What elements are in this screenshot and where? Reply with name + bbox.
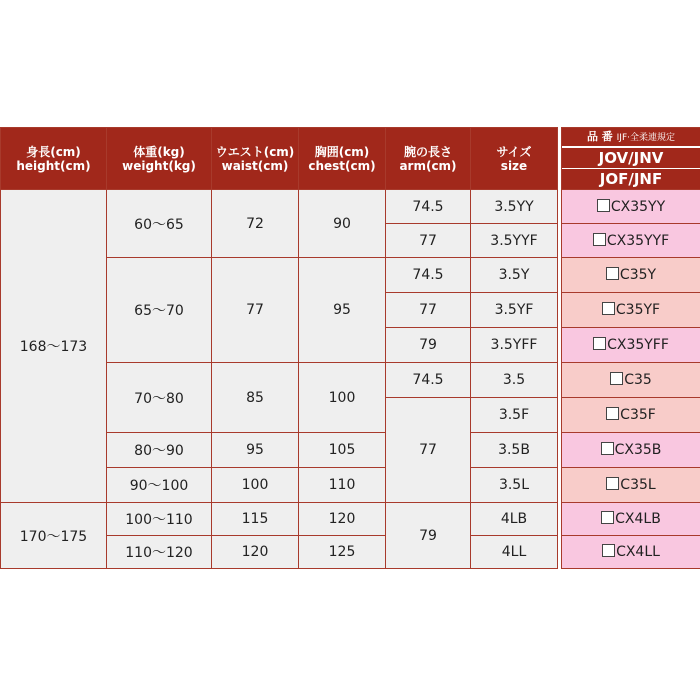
chest-cell: 105 [299, 433, 386, 468]
size-cell: 4LL [471, 536, 558, 569]
checkbox-icon [610, 372, 623, 385]
arm-cell: 74.5 [386, 363, 471, 398]
waist-cell: 100 [212, 468, 299, 503]
height-cell: 168〜173 [1, 190, 107, 503]
weight-cell: 110〜120 [107, 536, 212, 569]
header-weight: 体重(kg) weight(kg) [107, 128, 212, 190]
arm-cell: 74.5 [386, 258, 471, 293]
chest-cell: 120 [299, 503, 386, 536]
chest-cell: 95 [299, 258, 386, 363]
checkbox-icon [606, 477, 619, 490]
size-cell: 4LB [471, 503, 558, 536]
checkbox-icon [606, 407, 619, 420]
header-row [1, 128, 700, 190]
header-chest: 胸囲(cm) chest(cm) [299, 128, 386, 190]
weight-cell: 60〜65 [107, 190, 212, 258]
product-code-cell: C35Y [562, 258, 700, 293]
chest-cell: 125 [299, 536, 386, 569]
weight-cell: 90〜100 [107, 468, 212, 503]
size-chart [0, 127, 700, 573]
waist-cell: 77 [212, 258, 299, 363]
chest-cell: 90 [299, 190, 386, 258]
checkbox-icon [601, 442, 614, 455]
checkbox-icon [593, 337, 606, 350]
header-arm: 腕の長さ arm(cm) [386, 128, 471, 190]
size-cell: 3.5Y [471, 258, 558, 293]
table-row [1, 190, 700, 224]
size-cell: 3.5YFF [471, 328, 558, 363]
product-code-cell: CX35YY [562, 190, 700, 224]
weight-cell: 65〜70 [107, 258, 212, 363]
product-code-cell: CX4LB [562, 503, 700, 536]
series-jov-jnv: JOV/JNV [562, 147, 700, 168]
chest-cell: 110 [299, 468, 386, 503]
arm-cell: 74.5 [386, 190, 471, 224]
checkbox-icon [597, 199, 610, 212]
arm-cell: 77 [386, 398, 471, 503]
product-code-cell: CX4LL [562, 536, 700, 569]
series-jof-jnf: JOF/JNF [562, 168, 700, 189]
header-waist: ウエスト(cm) waist(cm) [212, 128, 299, 190]
header-size: サイズ size [471, 128, 558, 190]
size-cell: 3.5YF [471, 293, 558, 328]
waist-cell: 72 [212, 190, 299, 258]
arm-cell: 77 [386, 224, 471, 258]
header-product [562, 128, 700, 190]
checkbox-icon [606, 267, 619, 280]
size-cell: 3.5B [471, 433, 558, 468]
waist-cell: 95 [212, 433, 299, 468]
weight-cell: 70〜80 [107, 363, 212, 433]
size-cell: 3.5F [471, 398, 558, 433]
size-cell: 3.5YY [471, 190, 558, 224]
checkbox-icon [602, 544, 615, 557]
arm-cell: 79 [386, 328, 471, 363]
waist-cell: 85 [212, 363, 299, 433]
chest-cell: 100 [299, 363, 386, 433]
arm-cell: 77 [386, 293, 471, 328]
weight-cell: 100〜110 [107, 503, 212, 536]
size-table [0, 127, 700, 569]
size-cell: 3.5 [471, 363, 558, 398]
checkbox-icon [601, 511, 614, 524]
product-code-cell: CX35YFF [562, 328, 700, 363]
waist-cell: 115 [212, 503, 299, 536]
product-code-cell: CX35YYF [562, 224, 700, 258]
waist-cell: 120 [212, 536, 299, 569]
weight-cell: 80〜90 [107, 433, 212, 468]
table-row [1, 503, 700, 536]
checkbox-icon [593, 233, 606, 246]
product-code-cell: C35L [562, 468, 700, 503]
product-code-cell: C35F [562, 398, 700, 433]
product-code-cell: C35YF [562, 293, 700, 328]
arm-cell: 79 [386, 503, 471, 569]
height-cell: 170〜175 [1, 503, 107, 569]
checkbox-icon [602, 302, 615, 315]
product-code-cell: CX35B [562, 433, 700, 468]
size-cell: 3.5L [471, 468, 558, 503]
header-height: 身長(cm) height(cm) [1, 128, 107, 190]
product-caption: 品 番 IJF·全柔連規定 [562, 128, 700, 147]
product-code-cell: C35 [562, 363, 700, 398]
size-cell: 3.5YYF [471, 224, 558, 258]
